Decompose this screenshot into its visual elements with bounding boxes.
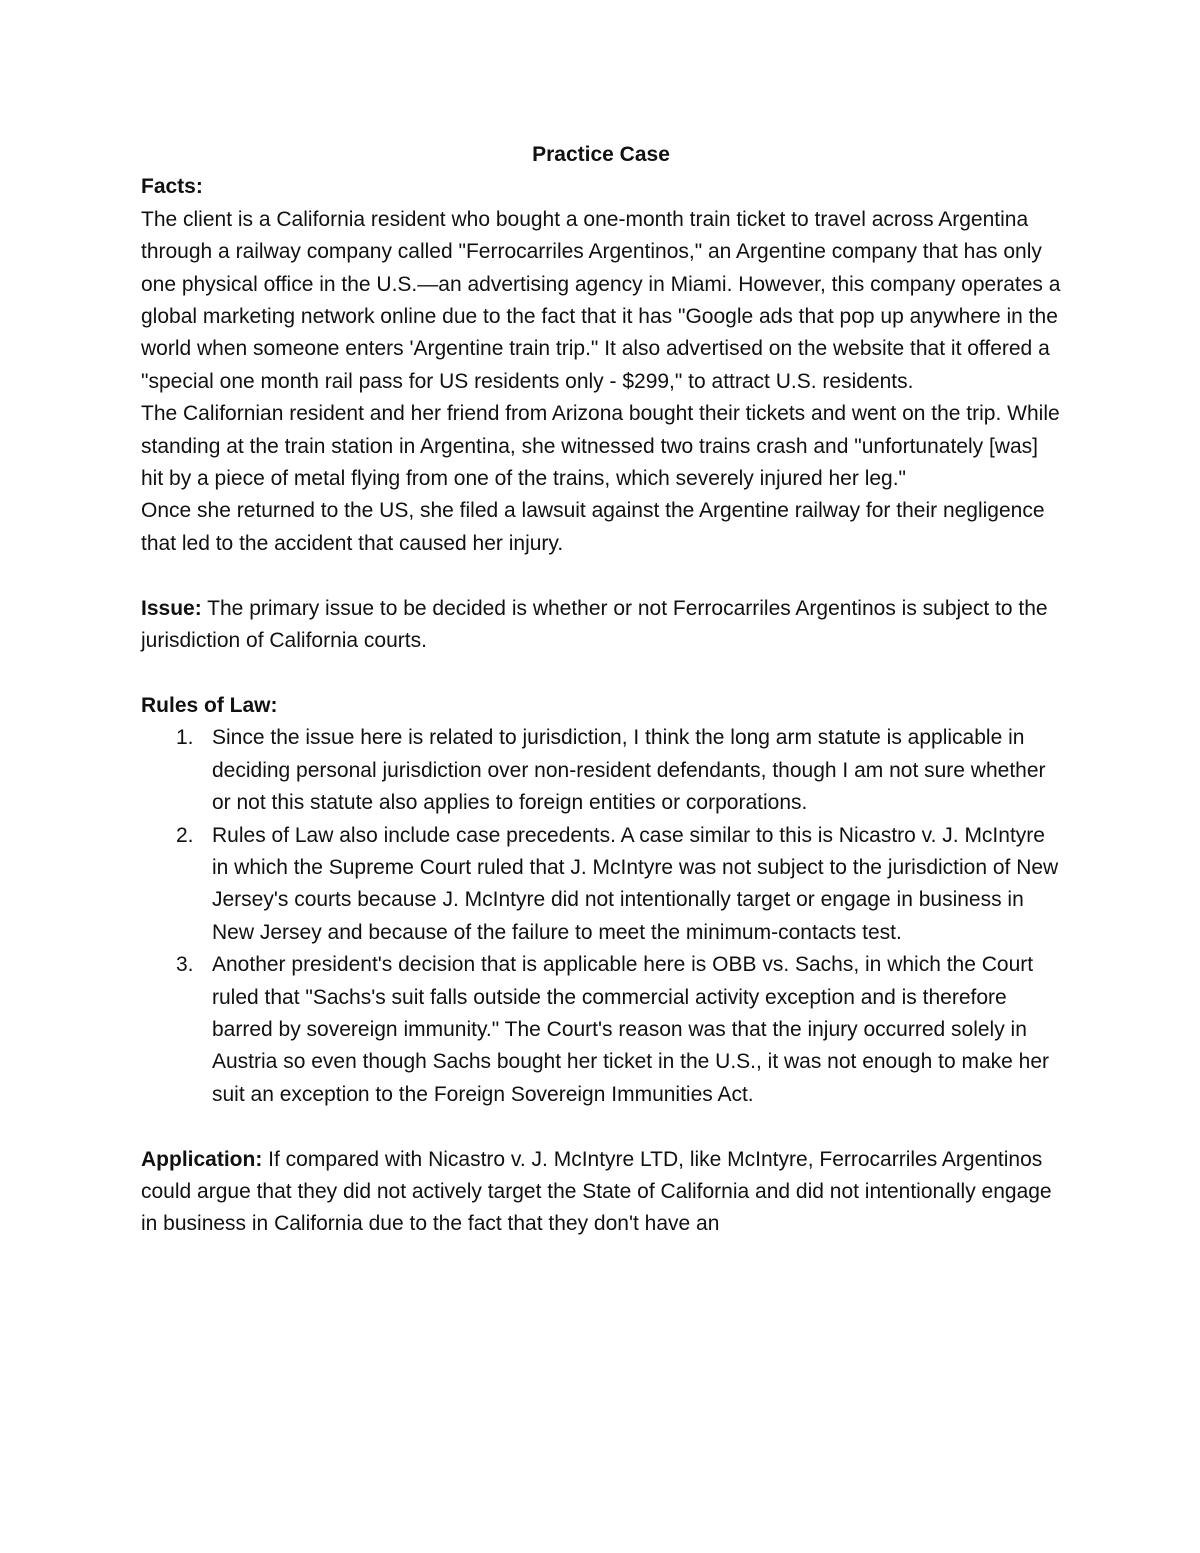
facts-heading: Facts: — [141, 175, 203, 199]
issue-section — [141, 593, 1061, 658]
issue-text: The primary issue to be decided is whether or not Ferrocarriles Argentinos is subject to the jurisdiction of California courts. — [141, 596, 1048, 653]
document-title: Practice Case — [532, 143, 670, 166]
facts-paragraph: Once she returned to the US, she filed a lawsuit against the Argentine railway for their negligence that led to the accident that caused her injury. — [141, 499, 1045, 555]
application-heading: Application: — [141, 1147, 263, 1171]
rules-list — [141, 722, 1061, 1111]
list-item-number: 2. — [176, 823, 194, 847]
list-item-number: 1. — [176, 726, 194, 750]
application-section — [141, 1144, 1061, 1241]
application-text: If compared with Nicastro v. J. McIntyre LTD, like McIntyre, Ferrocarriles Argentinos could argue that they did not actively target the State of California and did not intentionally engage in business in California due to the fact that they don't have an — [141, 1147, 1052, 1236]
facts-section — [141, 171, 1061, 560]
document-page — [141, 139, 1061, 1241]
facts-paragraph: The client is a California resident who bought a one-month train ticket to travel across Argentina through a railway company called "Ferrocarriles Argentinos," an Argentine company that has only one physical office in the U.S.—an advertising agency in Miami. However, this company operates a global marketing network online due to the fact that it has "Google ads that pop up anywhere in the world when someone enters 'Argentine train trip." It also advertised on the website that it offered a "special one month rail pass for US residents only - $299," to attract U.S. residents. — [141, 207, 1061, 393]
list-item-number: 3. — [176, 953, 194, 977]
list-item — [141, 722, 1061, 819]
spacer — [141, 560, 1061, 592]
list-item-text: Rules of Law also include case precedents. A case similar to this is Nicastro v. J. McIntyre in which the Supreme Court ruled that J. McIntyre was not subject to the jurisdiction of New Jersey's courts because J. McIntyre did not intentionally target or engage in business in New Jersey and because of the failure to meet the minimum-contacts test. — [212, 823, 1059, 944]
list-item-text: Since the issue here is related to jurisdiction, I think the long arm statute is applicable in deciding personal jurisdiction over non-resident defendants, though I am not sure whether or not this statute also applies to foreign entities or corporations. — [212, 726, 1046, 815]
facts-paragraph: The Californian resident and her friend from Arizona bought their tickets and went on the trip. While standing at the train station in Argentina, she witnessed two trains crash and "unfortunately [was] hit by a piece of metal flying from one of the trains, which severely injured her leg." — [141, 402, 1060, 491]
spacer — [141, 1111, 1061, 1143]
list-item — [141, 820, 1061, 950]
list-item-text: Another president's decision that is applicable here is OBB vs. Sachs, in which the Court ruled that "Sachs's suit falls outside the commercial activity exception and is therefore barred by sovereign immunity." The Court's reason was that the injury occurred solely in Austria so even though Sachs bought her ticket in the U.S., it was not enough to make her suit an exception to the Foreign Sovereign Immunities Act. — [212, 953, 1049, 1106]
spacer — [141, 657, 1061, 689]
rules-heading: Rules of Law: — [141, 693, 278, 717]
list-item — [141, 949, 1061, 1111]
rules-section — [141, 690, 1061, 1111]
issue-heading: Issue: — [141, 596, 202, 620]
